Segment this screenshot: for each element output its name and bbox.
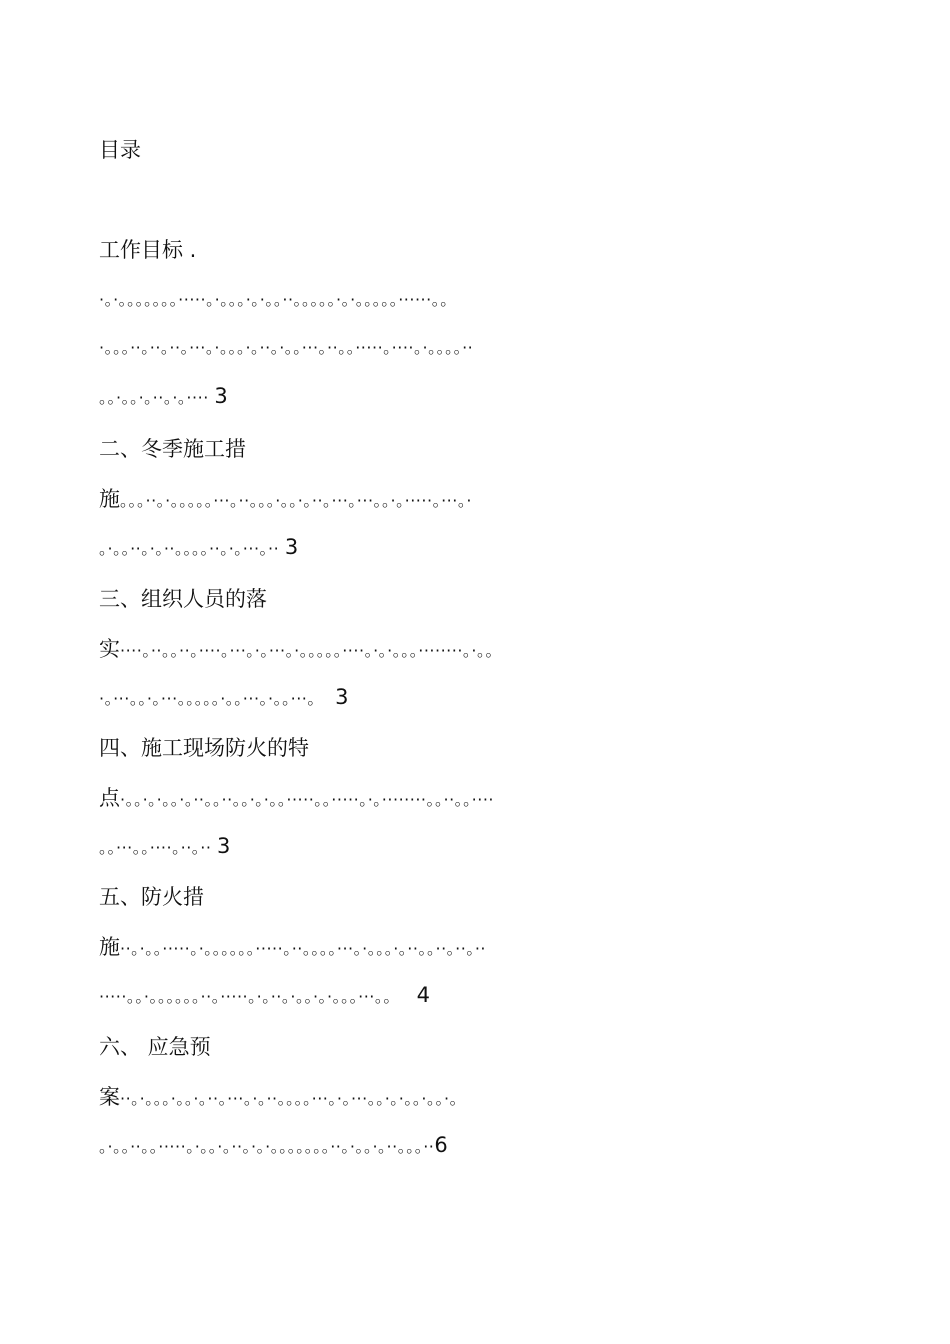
toc-page-number: 3 bbox=[284, 535, 299, 559]
toc-leader-dots: ··。·。。·····。·。。。。。。·····。··。。。。···。·。。。·。··。。··。··。·· bbox=[120, 939, 486, 958]
toc-entry-heading: 三、组织人员的落 bbox=[99, 587, 267, 611]
toc-entry bbox=[99, 234, 844, 412]
toc-leader-line-with-page bbox=[99, 979, 844, 1011]
toc-page-number: 3 bbox=[214, 384, 229, 408]
toc-leader-dots: 。·。。··。。·····。·。。·。··。·。·。。。。。。。··。·。。·。··。。。·· bbox=[99, 1137, 435, 1156]
toc-leader-dots: ··。·。。。·。。·。··。···。·。··。。。。···。·。···。。·。·。。·。。·。 bbox=[120, 1089, 467, 1108]
toc-leader-line-with-page bbox=[99, 830, 844, 862]
toc-leader-line-with-page bbox=[99, 380, 844, 412]
toc-leader-line-with-page bbox=[99, 531, 844, 563]
toc-leader-dots: ·····。。·。。。。。。··。·····。·。··。·。。·。·。。。···。。 bbox=[99, 987, 400, 1006]
toc-leader-dots: ·。···。。·。···。。。。。·。。···。·。。···。 bbox=[99, 689, 324, 708]
toc-leader-dots: 。。。··。·。。。。。···。··。。。·。。·。··。···。···。。·。·····。···。· bbox=[120, 491, 472, 510]
toc-entry bbox=[99, 583, 844, 713]
toc-title: 目录 bbox=[99, 138, 141, 162]
toc-entry bbox=[99, 881, 844, 1011]
toc-leader-line bbox=[99, 1081, 844, 1113]
toc-entry-heading: 六、 应急预 bbox=[99, 1035, 211, 1059]
toc-entry bbox=[99, 433, 844, 563]
toc-leader-line-with-page bbox=[99, 681, 844, 713]
toc-leader-dots: 。。···。。····。··。·· bbox=[99, 838, 212, 857]
toc-page-number: 3 bbox=[335, 685, 349, 709]
toc-entry-heading: 二、冬季施工措 bbox=[99, 437, 246, 461]
toc-heading-continuation: 点 bbox=[99, 786, 120, 810]
toc-leader-dots: ····。··。。··。····。···。·。···。·。。。。。····。·。·。。。········。·。。 bbox=[120, 641, 503, 660]
toc-heading-continuation: 施 bbox=[99, 487, 120, 511]
toc-leader-dots: ·。。·。·。。·。··。。··。。·。·。。·····。。·····。·。········。。··。。···· bbox=[120, 790, 495, 809]
toc-leader-line bbox=[99, 483, 844, 515]
toc-leader-dots: 。。·。。·。··。·。···· bbox=[99, 388, 215, 407]
toc-page-number: 4 bbox=[416, 983, 431, 1007]
toc-leader-dots: ·。。。··。··。··。···。·。。。·。··。·。。···。··。。·····。····。·。。。。·· bbox=[99, 338, 474, 357]
toc-page-number: 3 bbox=[217, 834, 231, 858]
toc-entry-heading: 工作目标 . bbox=[99, 238, 197, 262]
toc-entry-heading: 五、防火措 bbox=[99, 885, 204, 909]
toc-heading-continuation: 施 bbox=[99, 935, 120, 959]
toc-leader-line bbox=[99, 931, 844, 963]
toc-heading-continuation: 案 bbox=[99, 1085, 120, 1109]
toc-leader-line bbox=[99, 633, 844, 665]
toc-leader-dots: 。·。。··。·。··。。。。··。·。···。·· bbox=[99, 539, 280, 558]
toc-leader-line-with-page bbox=[99, 1129, 844, 1161]
toc-page-number: 6 bbox=[434, 1133, 449, 1157]
toc-leader-line bbox=[99, 782, 844, 814]
toc-entry bbox=[99, 732, 844, 862]
toc-heading-continuation: 实 bbox=[99, 637, 120, 661]
toc-entry bbox=[99, 1031, 844, 1161]
toc-leader-dots: ·。·。。。。。。。·····。·。。。·。·。。··。。。。。·。·。。。。。······。。 bbox=[99, 290, 457, 309]
toc-entry-heading: 四、施工现场防火的特 bbox=[99, 736, 309, 760]
